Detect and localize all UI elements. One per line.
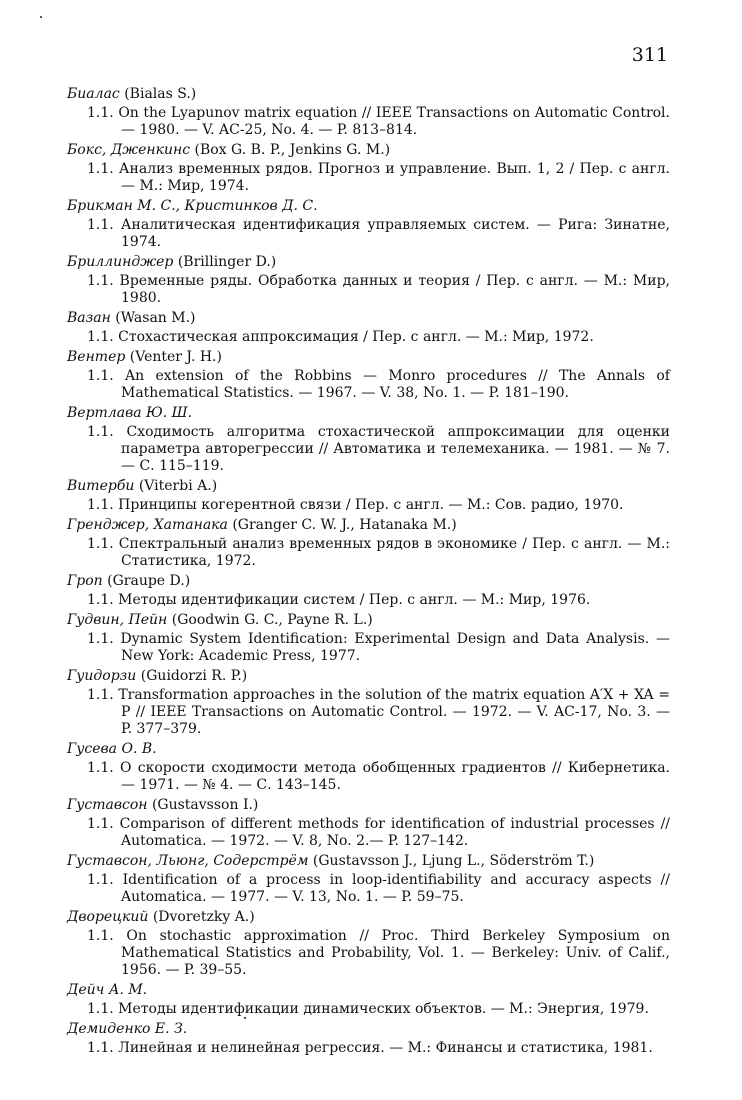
reference-text: 1.1. Comparison of different methods for identification of industrial processes // Automatica. — 1972. — V. 8, No. 2.— P. 127–142. — [87, 816, 670, 849]
scan-dust-speck — [40, 16, 42, 18]
reference-text: 1.1. Линейная и нелинейная регрессия. — М.: Финансы и статистика, 1981. — [87, 1040, 653, 1056]
author-name-cyrillic: Гуидорзи — [67, 668, 137, 684]
bibliography-entry — [67, 611, 670, 665]
entry-author — [67, 908, 670, 927]
entry-author — [67, 572, 670, 591]
entry-author — [67, 611, 670, 630]
bibliography-entry — [67, 309, 670, 346]
entry-author — [67, 348, 670, 367]
reference-text: 1.1. Сходимость алгоритма стохастической аппроксимации для оценки параметра авторегрессии // Автоматика и телемеханика. — 1981. — № 7. — С. 115–119. — [87, 424, 670, 474]
page-number: 311 — [631, 44, 668, 66]
bibliography-entry — [67, 85, 670, 139]
reference-text: 1.1. Identification of a process in loop-identifiability and accuracy aspects // Automatica. — 1977. — V. 13, No. 1. — P. 59–75. — [87, 872, 670, 905]
entry-author — [67, 516, 670, 535]
author-name-cyrillic: Густавсон, Льюнг, Содерстрём — [67, 853, 309, 869]
author-name-latin: (Venter J. H.) — [129, 349, 222, 365]
author-name-cyrillic: Брикман М. С., Кристинков Д. С. — [67, 198, 318, 214]
bibliography-entry — [67, 348, 670, 402]
reference-text: 1.1. Анализ временных рядов. Прогноз и управление. Вып. 1, 2 / Пер. с англ. — М.: Мир, 1974. — [87, 161, 670, 194]
bibliography-entry — [67, 253, 670, 307]
bibliography-entry — [67, 981, 670, 1018]
author-name-cyrillic: Бриллинджер — [67, 254, 174, 270]
reference-text: 1.1. О скорости сходимости метода обобщенных градиентов // Кибернетика. — 1971. — № 4. — С. 143–145. — [87, 760, 670, 793]
bibliography-entry — [67, 852, 670, 906]
reference-text: 1.1. Dynamic System Identification: Experimental Design and Data Analysis. — New York: Academic Press, 1977. — [87, 631, 670, 664]
author-name-latin: (Gustavsson I.) — [151, 797, 259, 813]
author-name-cyrillic: Гусева О. В. — [67, 741, 157, 757]
author-name-latin: (Gustavsson J., Ljung L., Söderström T.) — [312, 853, 595, 869]
bibliography-entry — [67, 516, 670, 570]
entry-author — [67, 477, 670, 496]
author-name-latin: (Granger C. W. J., Hatanaka M.) — [232, 517, 457, 533]
author-name-cyrillic: Дворецкий — [67, 909, 149, 925]
bibliography-entry — [67, 667, 670, 738]
author-name-cyrillic: Бокс, Дженкинс — [67, 142, 191, 158]
author-name-latin: (Wasan M.) — [115, 310, 196, 326]
entry-author — [67, 667, 670, 686]
author-name-cyrillic: Биалас — [67, 86, 120, 102]
entry-author — [67, 253, 670, 272]
author-name-cyrillic: Дейч А. М. — [67, 982, 148, 998]
author-name-cyrillic: Витерби — [67, 478, 135, 494]
entry-author — [67, 981, 670, 1000]
bibliography-entry — [67, 796, 670, 850]
reference-text: 1.1. Принципы когерентной связи / Пер. с англ. — М.: Сов. радио, 1970. — [87, 497, 624, 513]
author-name-latin: (Box G. B. P., Jenkins G. M.) — [194, 142, 391, 158]
reference-text: 1.1. Спектральный анализ временных рядов в экономике / Пер. с англ. — М.: Статистика, 1972. — [87, 536, 670, 569]
author-name-cyrillic: Вазан — [67, 310, 111, 326]
reference-text: 1.1. Аналитическая идентификация управляемых систем. — Рига: Зинатне, 1974. — [87, 217, 670, 250]
author-name-latin: (Guidorzi R. P.) — [140, 668, 248, 684]
author-name-cyrillic: Гудвин, Пейн — [67, 612, 168, 628]
author-name-cyrillic: Вертлава Ю. Ш. — [67, 405, 193, 421]
entry-author — [67, 740, 670, 759]
reference-text: 1.1. Временные ряды. Обработка данных и теория / Пер. с англ. — М.: Мир, 1980. — [87, 273, 670, 306]
reference-text: 1.1. An extension of the Robbins — Monro procedures // The Annals of Mathematical Statistics. — 1967. — V. 38, No. 1. — P. 181–190. — [87, 368, 670, 401]
entry-author — [67, 141, 670, 160]
entry-author — [67, 852, 670, 871]
author-name-cyrillic: Густавсон — [67, 797, 148, 813]
bibliography-entry — [67, 1020, 670, 1057]
entry-author — [67, 309, 670, 328]
author-name-latin: (Graupe D.) — [107, 573, 191, 589]
entry-author — [67, 197, 670, 216]
bibliography-entry — [67, 141, 670, 195]
author-name-cyrillic: Демиденко Е. З. — [67, 1021, 188, 1037]
reference-text: 1.1. Transformation approaches in the solution of the matrix equation A′X + XA = P // IEEE Transactions on Automatic Control. — 1972. — V. AC-17, No. 3. — P. 377–379. — [87, 687, 670, 737]
reference-text: 1.1. Стохастическая аппроксимация / Пер. с англ. — М.: Мир, 1972. — [87, 329, 594, 345]
author-name-cyrillic: Гренджер, Хатанака — [67, 517, 228, 533]
author-name-cyrillic: Гроп — [67, 573, 103, 589]
author-name-latin: (Viterbi A.) — [138, 478, 218, 494]
entry-author — [67, 85, 670, 104]
reference-text: 1.1. On stochastic approximation // Proc. Third Berkeley Symposium on Mathematical Statistics and Probability, Vol. 1. — Berkeley: Univ. of Calif., 1956. — P. 39–55. — [87, 928, 670, 978]
entry-author — [67, 404, 670, 423]
author-name-latin: (Brillinger D.) — [177, 254, 277, 270]
entry-author — [67, 1020, 670, 1039]
entry-author — [67, 796, 670, 815]
reference-text: 1.1. On the Lyapunov matrix equation // IEEE Transactions on Automatic Control. — 1980. — V. AC-25, No. 4. — P. 813–814. — [87, 105, 670, 138]
reference-text: 1.1. Методы идентификации систем / Пер. с англ. — М.: Мир, 1976. — [87, 592, 591, 608]
bibliography-entry — [67, 404, 670, 475]
bibliography-entry — [67, 197, 670, 251]
bibliography-entry — [67, 572, 670, 609]
bibliography-entry — [67, 477, 670, 514]
reference-text: 1.1. Методы идентификации динамических объектов. — М.: Энергия, 1979. — [87, 1001, 649, 1017]
author-name-latin: (Dvoretzky A.) — [152, 909, 255, 925]
author-name-latin: (Goodwin G. C., Payne R. L.) — [171, 612, 373, 628]
bibliography-list — [67, 85, 670, 1059]
author-name-cyrillic: Вентер — [67, 349, 126, 365]
bibliography-entry — [67, 908, 670, 979]
author-name-latin: (Bialas S.) — [124, 86, 197, 102]
bibliography-entry — [67, 740, 670, 794]
